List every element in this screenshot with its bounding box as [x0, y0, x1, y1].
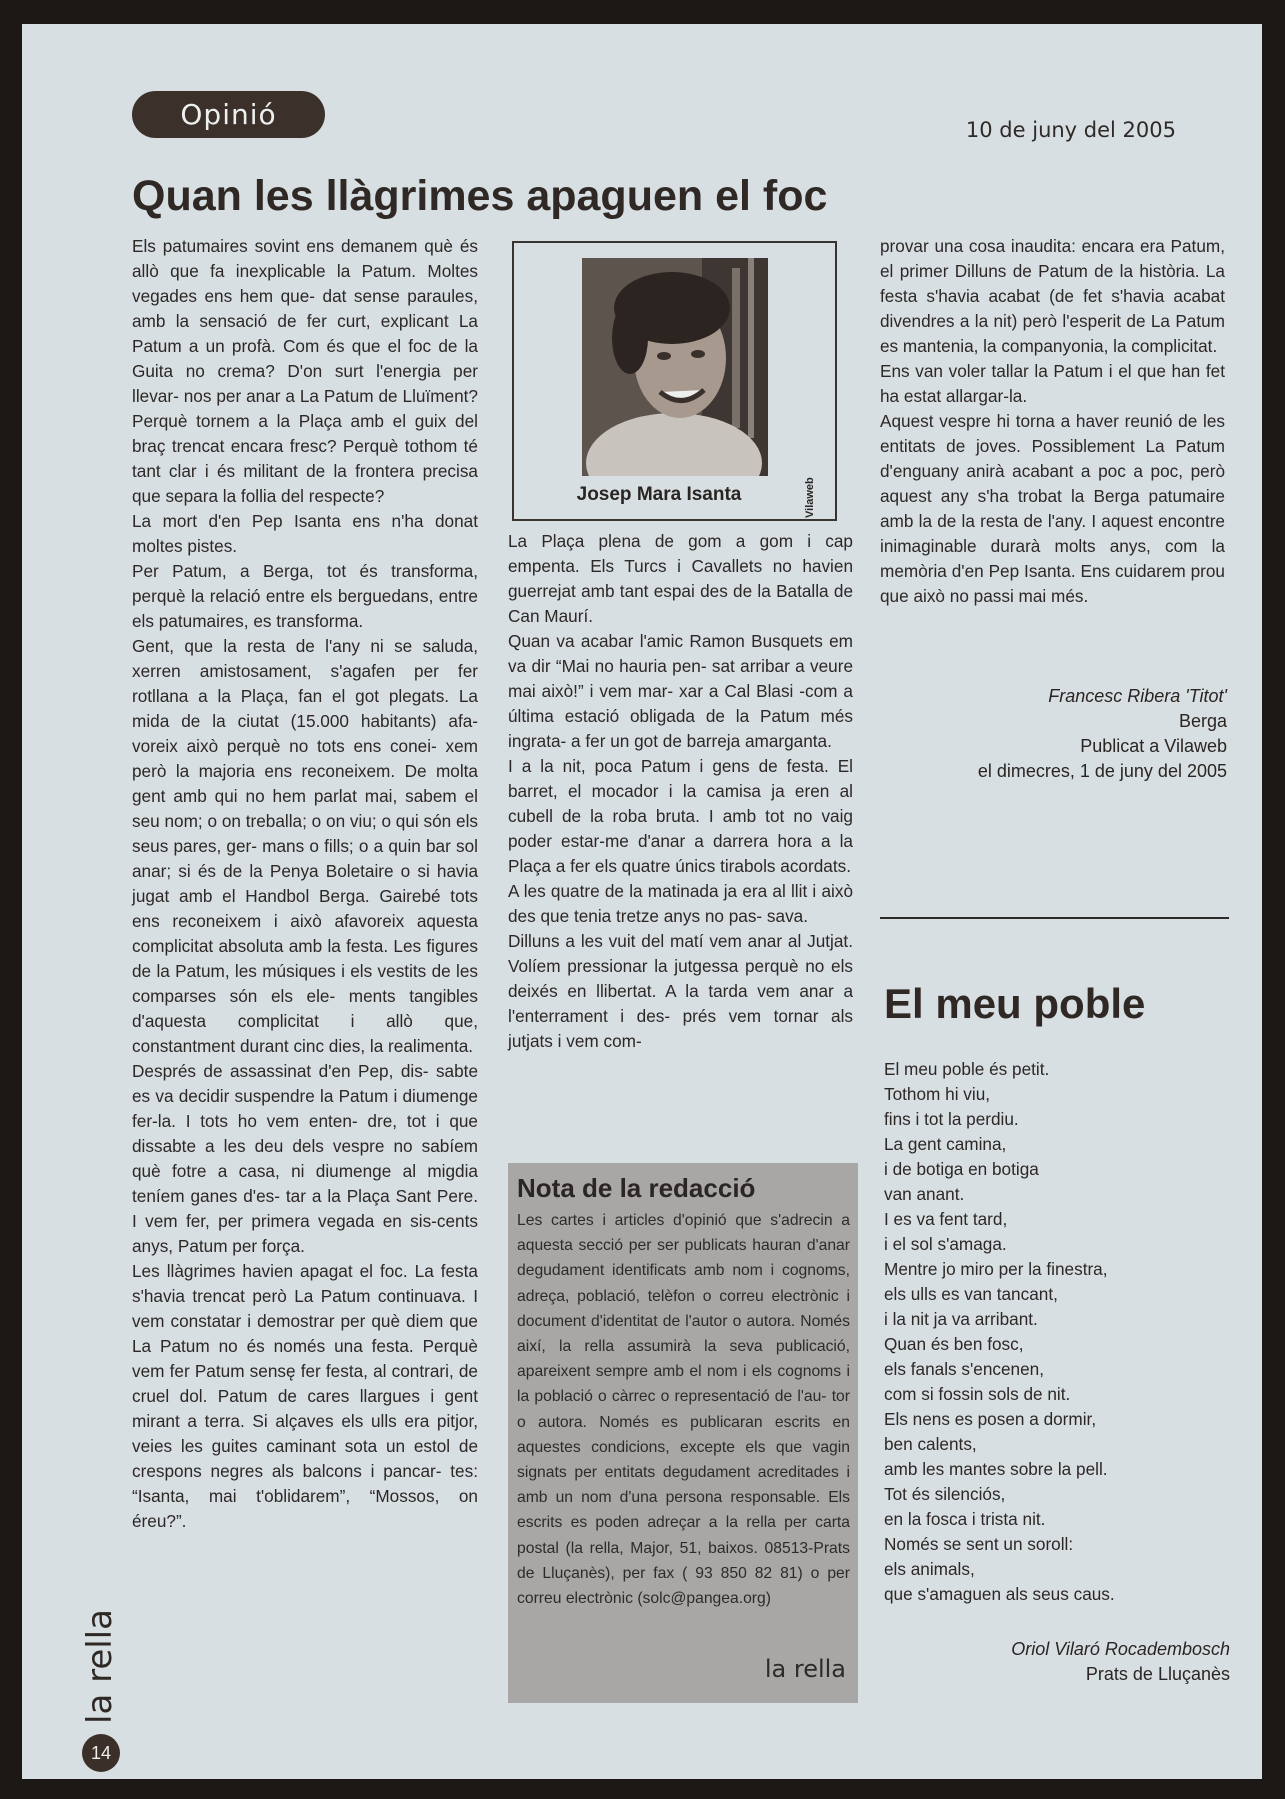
article-column-3 [880, 234, 1225, 609]
article-paragraph: A les quatre de la matinada ja era al llit i això des que tenia tretze anys no pas- sava. [508, 881, 853, 926]
article-paragraph: La Plaça plena de gom a gom i cap empenta. Els Turcs i Cavallets no havien guerrejat amb tant espai des de la Batalla de Can Maurí. [508, 531, 853, 626]
poem-line: en la fosca i trista nit. [884, 1509, 1046, 1529]
editorial-note-box [508, 1163, 858, 1703]
note-logo: la rella [764, 1655, 846, 1683]
photo-caption: Josep Mara Isanta [576, 484, 742, 505]
poem-body [884, 1057, 1229, 1607]
article-paragraph: Dilluns a les vuit del matí vem anar al Jutjat. Volíem pressionar la jutgessa perquè no els deixés en llibertat. A la tarda vem anar a l'enterrament i des- prés vem tornar als jutjats i vem com- [508, 931, 853, 1051]
publication-date: el dimecres, 1 de juny del 2005 [977, 761, 1227, 781]
article-paragraph: Després de assassinat d'en Pep, dis- sabte es va decidir suspendre la Patum i diumenge fer-la. I tots ho vem enten- dre, tot i que dissabte a les deu dels vespre no sabíem què fotre a casa, ni diumenge al migdia teníem ganes d'es- tar a la Plaça Sant Pere. I vem fer, per primera vegada en sis-cents anys, Patum per força. [132, 1061, 478, 1256]
poem-line: Quan és ben fosc, [884, 1334, 1024, 1354]
author-place: Berga [1178, 711, 1227, 731]
divider [880, 917, 1229, 919]
portrait-photo [582, 258, 768, 476]
issue-date: 10 de juny del 2005 [965, 118, 1176, 142]
poem-line: El meu poble és petit. [884, 1059, 1050, 1079]
article-paragraph: La mort d'en Pep Isanta ens n'ha donat moltes pistes. [132, 511, 478, 556]
author-name: Francesc Ribera 'Titot' [1048, 686, 1227, 706]
poem-line: Mentre jo miro per la finestra, [884, 1259, 1108, 1279]
magazine-page [22, 24, 1262, 1779]
photo-frame [512, 241, 837, 521]
poem-line: els animals, [884, 1559, 975, 1579]
poem-line: ben calents, [884, 1434, 977, 1454]
article-paragraph: Aquest vespre hi torna a haver reunió de les entitats de joves. Possiblement La Patum d'enguany anirà acabant a poc a poc, però aquest any s'ha trobat la Berga patumaire amb la de la resta de l'any. I aquest encontre inimaginable durarà molts anys, com la memòria d'en Pep Isanta. Ens cuidarem prou que això no passi mai més. [880, 411, 1225, 606]
article-column-2 [508, 529, 853, 1054]
note-title: Nota de la redacció [517, 1173, 756, 1203]
note-body: Les cartes i articles d'opinió que s'adrecin a aquesta secció per ser publicats hauran d'anar degudament identificats amb nom i cognoms, adreça, població, telèfon o correu electrònic i document d'identitat de l'autor o autora. Només així, la rella assumirà la seva publicació, apareixent sempre amb el nom i els cognoms i la població o càrrec o representació de l'au- tor o autora. Només es publicaran escrits en aquestes condicions, excepte els que vagin signats per entitats degudament acreditades i amb un nom d'una persona responsable. Els escrits es poden adreçar a la rella per carta postal (la rella, Major, 51, baixos. 08513-Prats de Lluçanès), per fax ( 93 850 82 81) o per correu electrònic (solc@pangea.org) [517, 1212, 850, 1608]
article-column-1 [132, 234, 478, 1534]
article-headline: Quan les llàgrimes apaguen el foc [132, 172, 828, 220]
article-paragraph: Les llàgrimes havien apagat el foc. La festa s'havia trencat però La Patum continuava. I vem constatar i demostrar per què diem que La Patum no és només una festa. Perquè vem fer Patum sensę fer festa, al contrari, de cruel dol. Patum de cares llargues i gent mirant a terra. Si alçaves els ulls era pitjor, veies les guites caminant sota un estol de crespons negres als balcons i pancar- tes: “Isanta, mai t'oblidarem”, “Mossos, on éreu?”. [132, 1261, 478, 1531]
poem-line: i el sol s'amaga. [884, 1234, 1007, 1254]
poem-line: fins i tot la perdiu. [884, 1109, 1019, 1129]
poem-line: Els nens es posen a dormir, [884, 1409, 1097, 1429]
poem-signature [880, 1637, 1230, 1687]
poem-line: i de botiga en botiga [884, 1159, 1039, 1179]
brand-vertical: la rella [80, 1609, 120, 1724]
poem-line: I es va fent tard, [884, 1209, 1008, 1229]
poem-line: que s'amaguen als seus caus. [884, 1584, 1115, 1604]
article-paragraph: I a la nit, poca Patum i gens de festa. El barret, el mocador i la camisa ja eren al cubell de la roba bruta. I amb tot no vaig poder estar-me d'anar a darrera hora a la Plaça a fer els quatre únics tirabols acordats. [508, 756, 853, 876]
poem-line: amb les mantes sobre la pell. [884, 1459, 1108, 1479]
poem-author: Oriol Vilaró Rocadembosch [1011, 1639, 1230, 1659]
article-paragraph: Gent, que la resta de l'any ni se saluda, xerren amistosament, s'agafen per fer rotllana a la Plaça, fan el got plegats. La mida de la ciutat (15.000 habitants) afa- voreix això perquè no tots ens conei- xem però la majoria ens reconeixem. De molta gent amb qui no hem parlat mai, sabem el seu nom; o on treballa; o on viu; o qui són els seus pares, ger- mans o fills; o a quin bar sol anar; si és de la Penya Boletaire o si havia jugat amb el Handbol Berga. Gairebé tots ens reconeixem i això afavoreix aquesta complicitat absoluta amb la festa. Les figures de la Patum, les músiques i els vestits de les comparses són els ele- ments tangibles d'aquesta complicitat i allò que, constantment durant cinc dies, la realimenta. [132, 636, 478, 1056]
article-paragraph: Els patumaires sovint ens demanem què és allò que fa inexplicable la Patum. Moltes vegades ens hem que- dat sense paraules, amb la sensació de fer curt, explicant La Patum a un profà. Com és que el foc de la Guita no crema? D'on surt l'energia per llevar- nos per anar a La Patum de Lluïment? Perquè tornem a la Plaça amb el guix del braç trencat encara fresc? Perquè tothom té tant clar i és militant de la frontera precisa que separa la follia del respecte? [132, 236, 478, 506]
article-signature [880, 684, 1227, 784]
poem-line: La gent camina, [884, 1134, 1007, 1154]
poem-line: Tot és silenciós, [884, 1484, 1006, 1504]
poem-title: El meu poble [884, 980, 1146, 1027]
article-paragraph: Ens van voler tallar la Patum i el que han fet ha estat allargar-la. [880, 361, 1225, 406]
photo-credit: Vilaweb [804, 477, 816, 518]
poem-line: els ulls es van tancant, [884, 1284, 1058, 1304]
article-paragraph: Per Patum, a Berga, tot és transforma, perquè la relació entre els berguedans, entre els patumaires, es transforma. [132, 561, 478, 631]
section-tag: Opinió [132, 91, 325, 138]
poem-line: com si fossin sols de nit. [884, 1384, 1071, 1404]
article-paragraph: provar una cosa inaudita: encara era Patum, el primer Dilluns de Patum de la història. La festa s'havia acabat (de fet s'havia acabat divendres a la nit) però l'esperit de La Patum es mantenia, la companyonia, la complicitat. [880, 236, 1225, 356]
poem-line: i la nit ja va arribant. [884, 1309, 1038, 1329]
article-paragraph: Quan va acabar l'amic Ramon Busquets em va dir “Mai no hauria pen- sat arribar a veure mai això!” i vem mar- xar a Cal Blasi -com a última estació obligada de la Patum més ingrata- a fer un got de barreja amarganta. [508, 631, 853, 751]
poem-line: els fanals s'encenen, [884, 1359, 1044, 1379]
poem-line: Només se sent un soroll: [884, 1534, 1074, 1554]
poem-place: Prats de Lluçanès [1085, 1664, 1230, 1684]
poem-line: van anant. [884, 1184, 965, 1204]
publication-source: Publicat a Vilaweb [1080, 736, 1227, 756]
page-number: 14 [82, 1734, 120, 1772]
poem-line: Tothom hi viu, [884, 1084, 991, 1104]
